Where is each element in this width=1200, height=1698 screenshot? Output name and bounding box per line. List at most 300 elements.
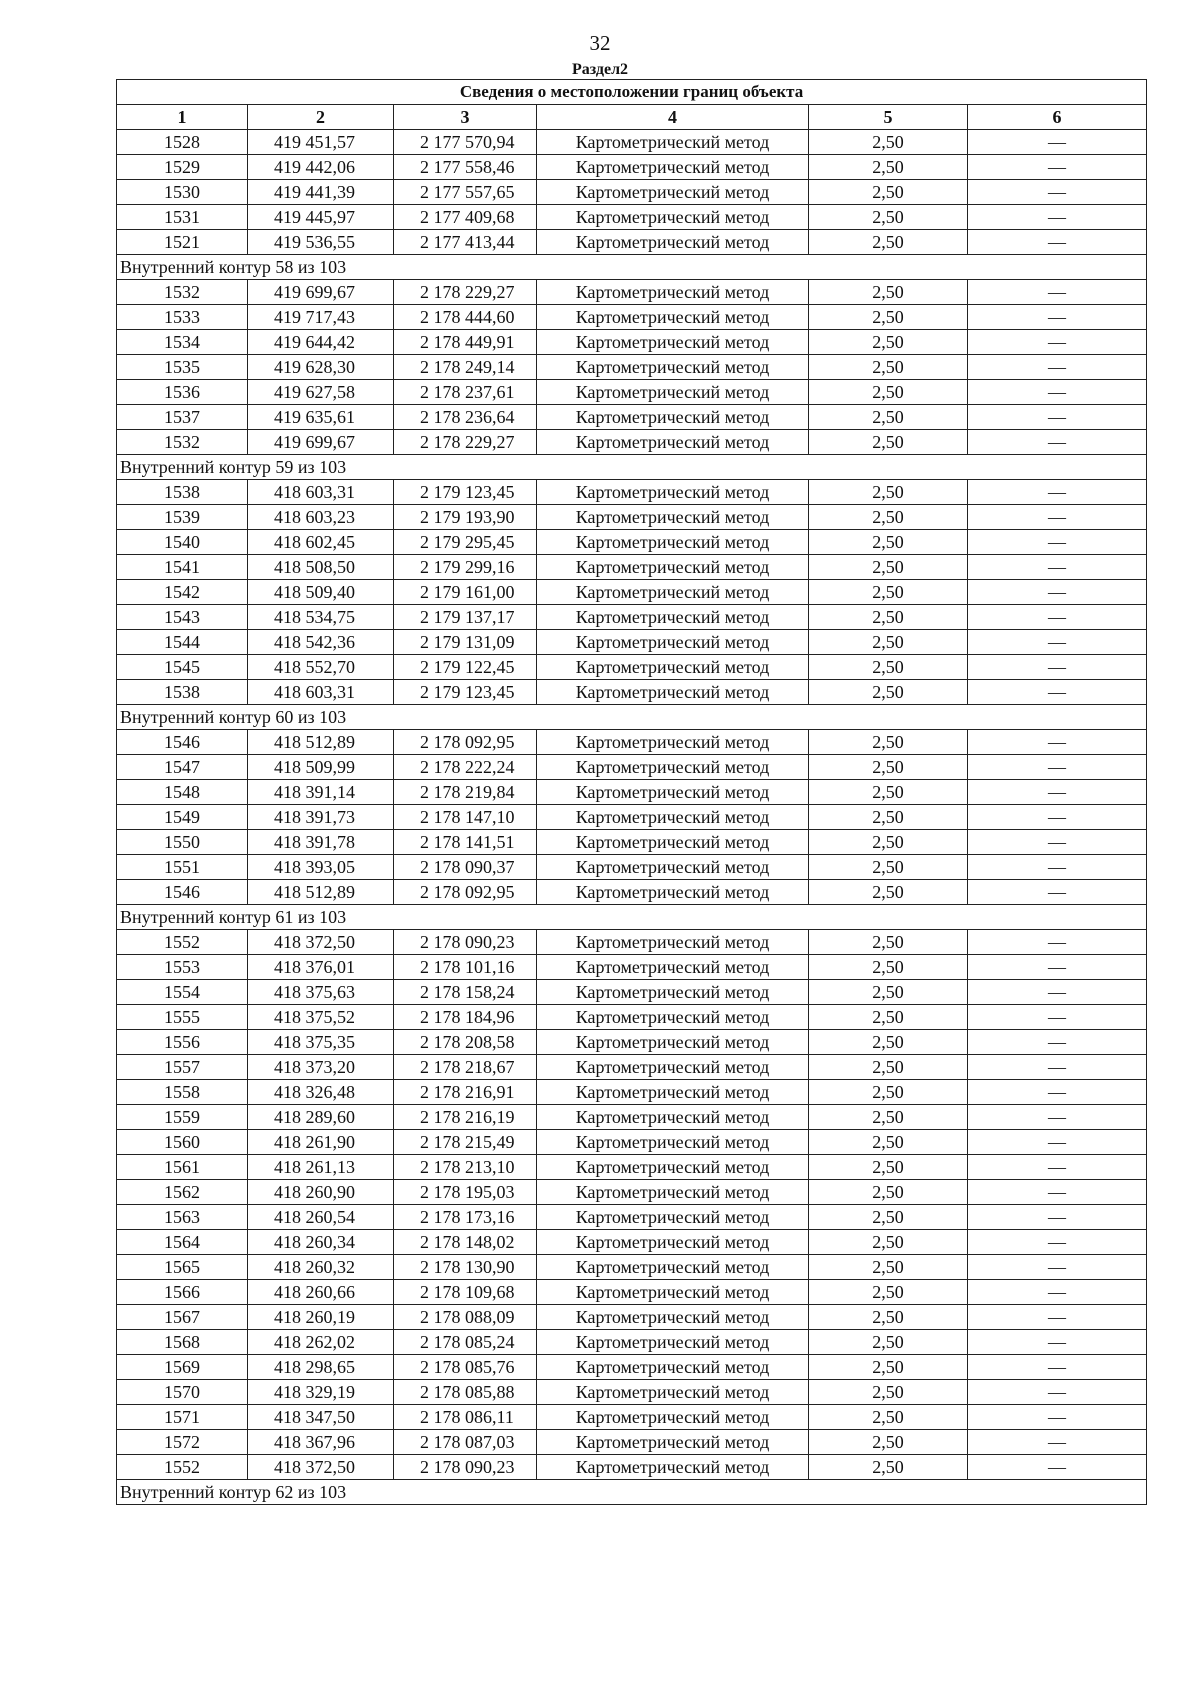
accuracy-cell: 2,50 — [809, 680, 968, 705]
table-row — [117, 1305, 1147, 1330]
note-cell: — — [968, 355, 1147, 380]
table-row — [117, 605, 1147, 630]
y-coordinate-cell: 2 178 213,10 — [394, 1155, 537, 1180]
method-cell: Картометрический метод — [537, 180, 809, 205]
table-row — [117, 405, 1147, 430]
table-row — [117, 780, 1147, 805]
note-cell: — — [968, 1380, 1147, 1405]
point-number-cell: 1547 — [117, 755, 248, 780]
point-number-cell: 1530 — [117, 180, 248, 205]
y-coordinate-cell: 2 178 092,95 — [394, 880, 537, 905]
x-coordinate-cell: 418 329,19 — [248, 1380, 394, 1405]
accuracy-cell: 2,50 — [809, 1430, 968, 1455]
accuracy-cell: 2,50 — [809, 1030, 968, 1055]
y-coordinate-cell: 2 179 123,45 — [394, 680, 537, 705]
contour-label: Внутренний контур 59 из 103 — [117, 455, 1147, 480]
x-coordinate-cell: 418 375,52 — [248, 1005, 394, 1030]
accuracy-cell: 2,50 — [809, 1305, 968, 1330]
method-cell: Картометрический метод — [537, 605, 809, 630]
x-coordinate-cell: 418 372,50 — [248, 930, 394, 955]
table-row — [117, 1155, 1147, 1180]
note-cell: — — [968, 1430, 1147, 1455]
x-coordinate-cell: 419 441,39 — [248, 180, 394, 205]
accuracy-cell: 2,50 — [809, 480, 968, 505]
accuracy-cell: 2,50 — [809, 755, 968, 780]
accuracy-cell: 2,50 — [809, 1130, 968, 1155]
y-coordinate-cell: 2 177 558,46 — [394, 155, 537, 180]
note-cell: — — [968, 505, 1147, 530]
note-cell: — — [968, 680, 1147, 705]
table-row — [117, 230, 1147, 255]
table-row — [117, 380, 1147, 405]
method-cell: Картометрический метод — [537, 1130, 809, 1155]
method-cell: Картометрический метод — [537, 1255, 809, 1280]
x-coordinate-cell: 418 260,66 — [248, 1280, 394, 1305]
accuracy-cell: 2,50 — [809, 1280, 968, 1305]
method-cell: Картометрический метод — [537, 1055, 809, 1080]
y-coordinate-cell: 2 178 090,23 — [394, 1455, 537, 1480]
note-cell: — — [968, 1305, 1147, 1330]
y-coordinate-cell: 2 178 215,49 — [394, 1130, 537, 1155]
point-number-cell: 1532 — [117, 430, 248, 455]
table-row — [117, 155, 1147, 180]
column-header: 1 — [117, 105, 248, 130]
note-cell: — — [968, 1405, 1147, 1430]
table-row — [117, 1255, 1147, 1280]
table-row — [117, 355, 1147, 380]
note-cell: — — [968, 830, 1147, 855]
method-cell: Картометрический метод — [537, 1180, 809, 1205]
method-cell: Картометрический метод — [537, 205, 809, 230]
point-number-cell: 1558 — [117, 1080, 248, 1105]
point-number-cell: 1529 — [117, 155, 248, 180]
column-header: 5 — [809, 105, 968, 130]
y-coordinate-cell: 2 178 085,24 — [394, 1330, 537, 1355]
accuracy-cell: 2,50 — [809, 580, 968, 605]
note-cell: — — [968, 1255, 1147, 1280]
note-cell: — — [968, 1330, 1147, 1355]
y-coordinate-cell: 2 178 237,61 — [394, 380, 537, 405]
point-number-cell: 1533 — [117, 305, 248, 330]
note-cell: — — [968, 380, 1147, 405]
accuracy-cell: 2,50 — [809, 730, 968, 755]
y-coordinate-cell: 2 179 137,17 — [394, 605, 537, 630]
contour-label: Внутренний контур 58 из 103 — [117, 255, 1147, 280]
method-cell: Картометрический метод — [537, 1205, 809, 1230]
table-row — [117, 580, 1147, 605]
x-coordinate-cell: 418 542,36 — [248, 630, 394, 655]
method-cell: Картометрический метод — [537, 1230, 809, 1255]
point-number-cell: 1559 — [117, 1105, 248, 1130]
method-cell: Картометрический метод — [537, 380, 809, 405]
x-coordinate-cell: 418 261,13 — [248, 1155, 394, 1180]
table-row — [117, 1205, 1147, 1230]
y-coordinate-cell: 2 178 222,24 — [394, 755, 537, 780]
method-cell: Картометрический метод — [537, 1455, 809, 1480]
y-coordinate-cell: 2 179 122,45 — [394, 655, 537, 680]
method-cell: Картометрический метод — [537, 830, 809, 855]
method-cell: Картометрический метод — [537, 680, 809, 705]
table-header — [117, 80, 1147, 130]
y-coordinate-cell: 2 178 173,16 — [394, 1205, 537, 1230]
x-coordinate-cell: 418 512,89 — [248, 730, 394, 755]
x-coordinate-cell: 418 260,19 — [248, 1305, 394, 1330]
y-coordinate-cell: 2 178 090,23 — [394, 930, 537, 955]
y-coordinate-cell: 2 178 141,51 — [394, 830, 537, 855]
method-cell: Картометрический метод — [537, 1405, 809, 1430]
x-coordinate-cell: 419 717,43 — [248, 305, 394, 330]
table-row — [117, 1080, 1147, 1105]
y-coordinate-cell: 2 178 088,09 — [394, 1305, 537, 1330]
x-coordinate-cell: 418 347,50 — [248, 1405, 394, 1430]
method-cell: Картометрический метод — [537, 730, 809, 755]
note-cell: — — [968, 405, 1147, 430]
contour-label: Внутренний контур 61 из 103 — [117, 905, 1147, 930]
accuracy-cell: 2,50 — [809, 955, 968, 980]
method-cell: Картометрический метод — [537, 130, 809, 155]
method-cell: Картометрический метод — [537, 1105, 809, 1130]
accuracy-cell: 2,50 — [809, 430, 968, 455]
x-coordinate-cell: 419 442,06 — [248, 155, 394, 180]
note-cell: — — [968, 1355, 1147, 1380]
y-coordinate-cell: 2 177 570,94 — [394, 130, 537, 155]
table-row — [117, 980, 1147, 1005]
accuracy-cell: 2,50 — [809, 780, 968, 805]
note-cell: — — [968, 155, 1147, 180]
contour-label: Внутренний контур 62 из 103 — [117, 1480, 1147, 1505]
accuracy-cell: 2,50 — [809, 1055, 968, 1080]
column-header: 3 — [394, 105, 537, 130]
y-coordinate-cell: 2 177 409,68 — [394, 205, 537, 230]
note-cell: — — [968, 980, 1147, 1005]
y-coordinate-cell: 2 178 092,95 — [394, 730, 537, 755]
accuracy-cell: 2,50 — [809, 130, 968, 155]
note-cell: — — [968, 1005, 1147, 1030]
y-coordinate-cell: 2 178 208,58 — [394, 1030, 537, 1055]
point-number-cell: 1557 — [117, 1055, 248, 1080]
note-cell: — — [968, 530, 1147, 555]
x-coordinate-cell: 418 552,70 — [248, 655, 394, 680]
y-coordinate-cell: 2 178 229,27 — [394, 430, 537, 455]
y-coordinate-cell: 2 178 249,14 — [394, 355, 537, 380]
table-row — [117, 655, 1147, 680]
note-cell: — — [968, 1105, 1147, 1130]
x-coordinate-cell: 418 534,75 — [248, 605, 394, 630]
method-cell: Картометрический метод — [537, 630, 809, 655]
y-coordinate-cell: 2 178 444,60 — [394, 305, 537, 330]
method-cell: Картометрический метод — [537, 930, 809, 955]
accuracy-cell: 2,50 — [809, 1205, 968, 1230]
point-number-cell: 1548 — [117, 780, 248, 805]
accuracy-cell: 2,50 — [809, 305, 968, 330]
accuracy-cell: 2,50 — [809, 380, 968, 405]
table-row — [117, 1030, 1147, 1055]
x-coordinate-cell: 418 391,14 — [248, 780, 394, 805]
note-cell: — — [968, 205, 1147, 230]
note-cell: — — [968, 230, 1147, 255]
note-cell: — — [968, 855, 1147, 880]
point-number-cell: 1570 — [117, 1380, 248, 1405]
accuracy-cell: 2,50 — [809, 1380, 968, 1405]
x-coordinate-cell: 418 298,65 — [248, 1355, 394, 1380]
y-coordinate-cell: 2 179 123,45 — [394, 480, 537, 505]
table-row — [117, 730, 1147, 755]
accuracy-cell: 2,50 — [809, 405, 968, 430]
table-row — [117, 555, 1147, 580]
x-coordinate-cell: 418 260,90 — [248, 1180, 394, 1205]
note-cell: — — [968, 955, 1147, 980]
x-coordinate-cell: 418 260,34 — [248, 1230, 394, 1255]
point-number-cell: 1538 — [117, 680, 248, 705]
method-cell: Картометрический метод — [537, 1080, 809, 1105]
accuracy-cell: 2,50 — [809, 1455, 968, 1480]
y-coordinate-cell: 2 178 109,68 — [394, 1280, 537, 1305]
table-row — [117, 1405, 1147, 1430]
table-row — [117, 505, 1147, 530]
point-number-cell: 1552 — [117, 930, 248, 955]
note-cell: — — [968, 655, 1147, 680]
accuracy-cell: 2,50 — [809, 355, 968, 380]
point-number-cell: 1543 — [117, 605, 248, 630]
accuracy-cell: 2,50 — [809, 830, 968, 855]
table-row — [117, 205, 1147, 230]
note-cell: — — [968, 555, 1147, 580]
y-coordinate-cell: 2 177 557,65 — [394, 180, 537, 205]
note-cell: — — [968, 930, 1147, 955]
note-cell: — — [968, 305, 1147, 330]
method-cell: Картометрический метод — [537, 305, 809, 330]
contour-row — [117, 905, 1147, 930]
accuracy-cell: 2,50 — [809, 155, 968, 180]
x-coordinate-cell: 418 262,02 — [248, 1330, 394, 1355]
accuracy-cell: 2,50 — [809, 530, 968, 555]
accuracy-cell: 2,50 — [809, 505, 968, 530]
point-number-cell: 1542 — [117, 580, 248, 605]
note-cell: — — [968, 430, 1147, 455]
accuracy-cell: 2,50 — [809, 1180, 968, 1205]
x-coordinate-cell: 419 445,97 — [248, 205, 394, 230]
point-number-cell: 1540 — [117, 530, 248, 555]
method-cell: Картометрический метод — [537, 230, 809, 255]
accuracy-cell: 2,50 — [809, 655, 968, 680]
table-row — [117, 805, 1147, 830]
note-cell: — — [968, 780, 1147, 805]
y-coordinate-cell: 2 179 295,45 — [394, 530, 537, 555]
accuracy-cell: 2,50 — [809, 180, 968, 205]
table-row — [117, 880, 1147, 905]
column-header: 6 — [968, 105, 1147, 130]
table-row — [117, 1230, 1147, 1255]
note-cell: — — [968, 280, 1147, 305]
note-cell: — — [968, 630, 1147, 655]
x-coordinate-cell: 418 375,63 — [248, 980, 394, 1005]
point-number-cell: 1571 — [117, 1405, 248, 1430]
point-number-cell: 1554 — [117, 980, 248, 1005]
method-cell: Картометрический метод — [537, 1005, 809, 1030]
y-coordinate-cell: 2 179 131,09 — [394, 630, 537, 655]
note-cell: — — [968, 1230, 1147, 1255]
method-cell: Картометрический метод — [537, 405, 809, 430]
y-coordinate-cell: 2 178 130,90 — [394, 1255, 537, 1280]
point-number-cell: 1544 — [117, 630, 248, 655]
y-coordinate-cell: 2 178 086,11 — [394, 1405, 537, 1430]
x-coordinate-cell: 419 644,42 — [248, 330, 394, 355]
y-coordinate-cell: 2 178 216,91 — [394, 1080, 537, 1105]
point-number-cell: 1562 — [117, 1180, 248, 1205]
x-coordinate-cell: 418 509,40 — [248, 580, 394, 605]
note-cell: — — [968, 880, 1147, 905]
method-cell: Картометрический метод — [537, 880, 809, 905]
point-number-cell: 1560 — [117, 1130, 248, 1155]
point-number-cell: 1549 — [117, 805, 248, 830]
table-row — [117, 180, 1147, 205]
accuracy-cell: 2,50 — [809, 1355, 968, 1380]
point-number-cell: 1572 — [117, 1430, 248, 1455]
note-cell: — — [968, 130, 1147, 155]
x-coordinate-cell: 419 536,55 — [248, 230, 394, 255]
method-cell: Картометрический метод — [537, 580, 809, 605]
table-row — [117, 630, 1147, 655]
table-row — [117, 680, 1147, 705]
method-cell: Картометрический метод — [537, 1355, 809, 1380]
point-number-cell: 1537 — [117, 405, 248, 430]
y-coordinate-cell: 2 178 158,24 — [394, 980, 537, 1005]
table-row — [117, 1105, 1147, 1130]
boundary-table — [116, 79, 1147, 1505]
point-number-cell: 1561 — [117, 1155, 248, 1180]
point-number-cell: 1546 — [117, 880, 248, 905]
point-number-cell: 1538 — [117, 480, 248, 505]
method-cell: Картометрический метод — [537, 755, 809, 780]
point-number-cell: 1553 — [117, 955, 248, 980]
y-coordinate-cell: 2 178 101,16 — [394, 955, 537, 980]
note-cell: — — [968, 1455, 1147, 1480]
table-row — [117, 430, 1147, 455]
y-coordinate-cell: 2 178 147,10 — [394, 805, 537, 830]
point-number-cell: 1534 — [117, 330, 248, 355]
x-coordinate-cell: 418 603,23 — [248, 505, 394, 530]
x-coordinate-cell: 418 602,45 — [248, 530, 394, 555]
table-row — [117, 1380, 1147, 1405]
table-row — [117, 1280, 1147, 1305]
accuracy-cell: 2,50 — [809, 1155, 968, 1180]
table-row — [117, 480, 1147, 505]
table-row — [117, 755, 1147, 780]
y-coordinate-cell: 2 178 085,76 — [394, 1355, 537, 1380]
method-cell: Картометрический метод — [537, 655, 809, 680]
note-cell: — — [968, 1055, 1147, 1080]
x-coordinate-cell: 418 391,78 — [248, 830, 394, 855]
note-cell: — — [968, 1130, 1147, 1155]
point-number-cell: 1563 — [117, 1205, 248, 1230]
table-row — [117, 130, 1147, 155]
accuracy-cell: 2,50 — [809, 1005, 968, 1030]
note-cell: — — [968, 1205, 1147, 1230]
contour-row — [117, 255, 1147, 280]
accuracy-cell: 2,50 — [809, 555, 968, 580]
y-coordinate-cell: 2 178 218,67 — [394, 1055, 537, 1080]
x-coordinate-cell: 418 367,96 — [248, 1430, 394, 1455]
method-cell: Картометрический метод — [537, 480, 809, 505]
point-number-cell: 1556 — [117, 1030, 248, 1055]
table-row — [117, 1455, 1147, 1480]
x-coordinate-cell: 418 393,05 — [248, 855, 394, 880]
x-coordinate-cell: 418 508,50 — [248, 555, 394, 580]
x-coordinate-cell: 418 260,32 — [248, 1255, 394, 1280]
table-row — [117, 305, 1147, 330]
point-number-cell: 1567 — [117, 1305, 248, 1330]
x-coordinate-cell: 419 628,30 — [248, 355, 394, 380]
y-coordinate-cell: 2 178 087,03 — [394, 1430, 537, 1455]
y-coordinate-cell: 2 179 299,16 — [394, 555, 537, 580]
table-row — [117, 955, 1147, 980]
note-cell: — — [968, 480, 1147, 505]
table-row — [117, 1130, 1147, 1155]
contour-row — [117, 705, 1147, 730]
point-number-cell: 1565 — [117, 1255, 248, 1280]
y-coordinate-cell: 2 178 195,03 — [394, 1180, 537, 1205]
y-coordinate-cell: 2 178 216,19 — [394, 1105, 537, 1130]
x-coordinate-cell: 418 372,50 — [248, 1455, 394, 1480]
table-row — [117, 855, 1147, 880]
note-cell: — — [968, 1030, 1147, 1055]
method-cell: Картометрический метод — [537, 980, 809, 1005]
accuracy-cell: 2,50 — [809, 880, 968, 905]
point-number-cell: 1546 — [117, 730, 248, 755]
y-coordinate-cell: 2 178 085,88 — [394, 1380, 537, 1405]
method-cell: Картометрический метод — [537, 430, 809, 455]
point-number-cell: 1539 — [117, 505, 248, 530]
x-coordinate-cell: 419 699,67 — [248, 430, 394, 455]
x-coordinate-cell: 418 512,89 — [248, 880, 394, 905]
method-cell: Картометрический метод — [537, 805, 809, 830]
contour-row — [117, 455, 1147, 480]
y-coordinate-cell: 2 178 449,91 — [394, 330, 537, 355]
table-row — [117, 280, 1147, 305]
point-number-cell: 1551 — [117, 855, 248, 880]
accuracy-cell: 2,50 — [809, 1105, 968, 1130]
x-coordinate-cell: 418 326,48 — [248, 1080, 394, 1105]
x-coordinate-cell: 418 373,20 — [248, 1055, 394, 1080]
point-number-cell: 1521 — [117, 230, 248, 255]
method-cell: Картометрический метод — [537, 280, 809, 305]
point-number-cell: 1552 — [117, 1455, 248, 1480]
x-coordinate-cell: 419 699,67 — [248, 280, 394, 305]
point-number-cell: 1568 — [117, 1330, 248, 1355]
method-cell: Картометрический метод — [537, 1305, 809, 1330]
y-coordinate-cell: 2 178 236,64 — [394, 405, 537, 430]
y-coordinate-cell: 2 178 148,02 — [394, 1230, 537, 1255]
method-cell: Картометрический метод — [537, 1155, 809, 1180]
method-cell: Картометрический метод — [537, 555, 809, 580]
method-cell: Картометрический метод — [537, 1430, 809, 1455]
accuracy-cell: 2,50 — [809, 605, 968, 630]
column-number-row — [117, 105, 1147, 130]
table-row — [117, 830, 1147, 855]
x-coordinate-cell: 418 603,31 — [248, 680, 394, 705]
accuracy-cell: 2,50 — [809, 980, 968, 1005]
note-cell: — — [968, 805, 1147, 830]
y-coordinate-cell: 2 178 184,96 — [394, 1005, 537, 1030]
x-coordinate-cell: 418 289,60 — [248, 1105, 394, 1130]
table-caption: Сведения о местоположении границ объекта — [117, 80, 1147, 105]
note-cell: — — [968, 1280, 1147, 1305]
note-cell: — — [968, 1080, 1147, 1105]
point-number-cell: 1541 — [117, 555, 248, 580]
method-cell: Картометрический метод — [537, 1280, 809, 1305]
accuracy-cell: 2,50 — [809, 930, 968, 955]
accuracy-cell: 2,50 — [809, 630, 968, 655]
